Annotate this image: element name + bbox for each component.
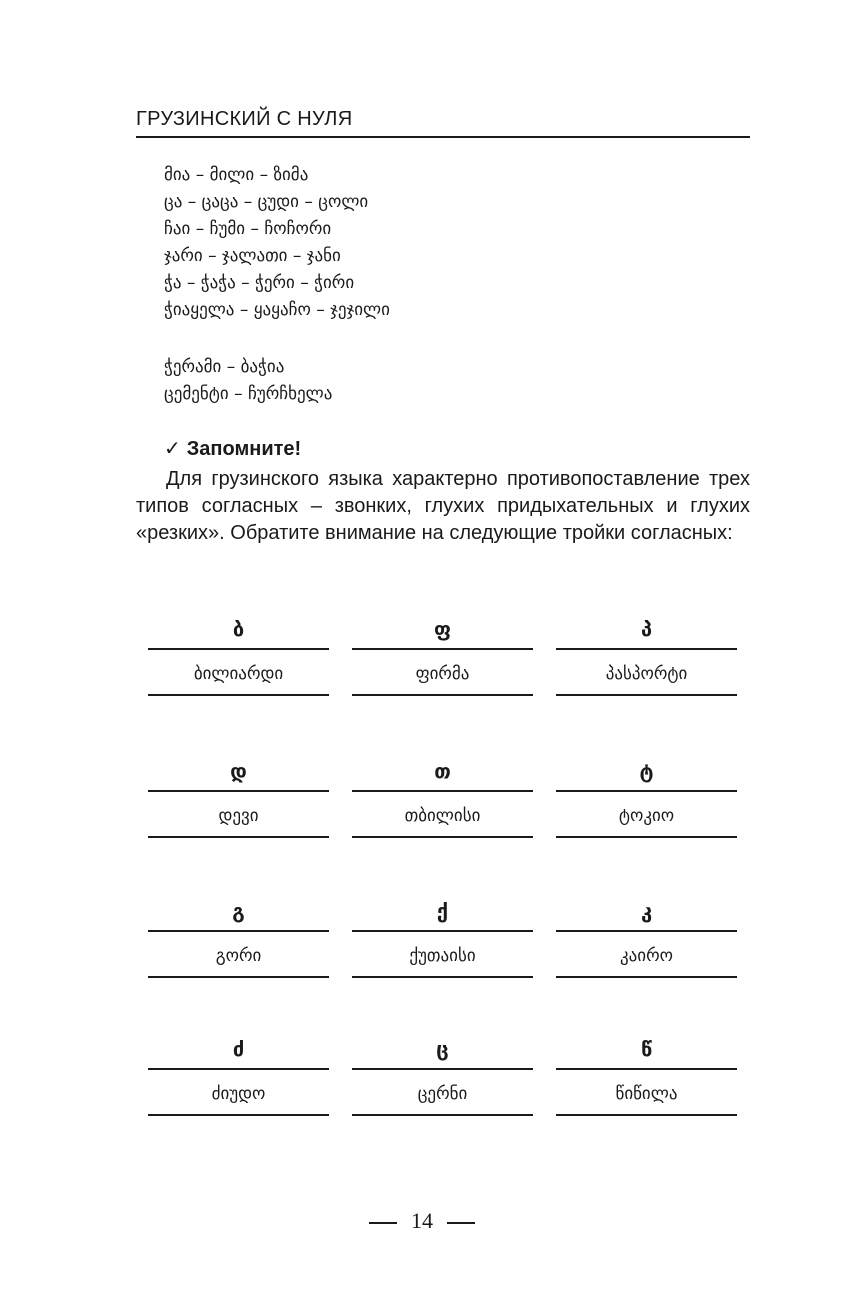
consonant-letter: წ <box>640 1037 653 1061</box>
example-word: ქუთაისი <box>409 946 476 966</box>
example-word: თბილისი <box>404 806 481 826</box>
triad-cell <box>148 1030 329 1120</box>
checkmark-icon: ✓ <box>164 436 181 460</box>
word-list-line: ჯარი – ჯალათი – ჯანი <box>164 246 341 266</box>
divider <box>352 930 533 932</box>
example-word: ძიუდო <box>211 1084 266 1104</box>
triad-cell <box>556 610 737 700</box>
running-header <box>136 106 750 138</box>
triad-row-dentals <box>148 752 738 862</box>
consonant-letter: პ <box>640 617 653 641</box>
example-word: ტოკიო <box>618 806 675 826</box>
divider <box>148 1068 329 1070</box>
explanation-paragraph: Для грузинского языка характерно противопоставление трех типов согласных – звонких, глухих придыхательных и глухих «резких». Обратите внимание на следующие тройки согласных: <box>136 468 750 544</box>
example-word: ბილიარდი <box>193 664 284 684</box>
triad-cell <box>148 892 329 982</box>
divider <box>148 648 329 650</box>
divider <box>352 836 533 838</box>
triad-cell <box>148 610 329 700</box>
consonant-letter: კ <box>640 899 653 923</box>
triad-cell <box>556 752 737 842</box>
triad-cell <box>352 1030 533 1120</box>
divider <box>148 1114 329 1116</box>
example-word: გორი <box>215 946 262 966</box>
consonant-letter: ფ <box>433 617 452 641</box>
consonant-letter: ც <box>436 1037 449 1061</box>
example-word: ფირმა <box>415 664 470 684</box>
divider <box>556 1114 737 1116</box>
consonant-letter: ქ <box>436 899 449 923</box>
triad-row-labials <box>148 610 738 720</box>
remember-heading <box>164 436 301 461</box>
divider <box>352 1068 533 1070</box>
divider <box>556 836 737 838</box>
example-word: დევი <box>218 806 259 826</box>
example-word: პასპორტი <box>605 664 688 684</box>
triad-row-velars <box>148 892 738 1002</box>
word-list-secondary <box>164 354 332 408</box>
divider <box>148 790 329 792</box>
page-dash-left <box>369 1222 397 1224</box>
triad-cell <box>556 1030 737 1120</box>
consonant-letter: ტ <box>639 759 654 783</box>
page-dash-right <box>447 1222 475 1224</box>
word-list-line: ცემენტი – ჩურჩხელა <box>164 384 333 404</box>
consonant-letter: გ <box>232 899 245 923</box>
triad-cell <box>352 752 533 842</box>
word-list-line: ჭა – ჭაჭა – ჭერი – ჭირი <box>164 273 355 293</box>
divider <box>352 976 533 978</box>
triad-cell <box>148 752 329 842</box>
divider <box>556 648 737 650</box>
word-list-line: ცა – ცაცა – ცუდი – ცოლი <box>164 192 369 212</box>
divider <box>556 694 737 696</box>
divider <box>148 694 329 696</box>
word-list-line: ჭიაყელა – ყაყაჩო – ჯეჯილი <box>164 300 390 320</box>
divider <box>352 790 533 792</box>
word-list-line: მია – მილი – ზიმა <box>164 165 309 185</box>
divider <box>352 648 533 650</box>
consonant-letter: დ <box>230 759 247 783</box>
triad-cell <box>352 892 533 982</box>
divider <box>556 930 737 932</box>
consonant-letter: ძ <box>232 1037 245 1061</box>
divider <box>556 1068 737 1070</box>
example-word: წიწილა <box>615 1084 678 1104</box>
divider <box>148 836 329 838</box>
remember-label: Запомните! <box>186 438 302 460</box>
divider <box>148 930 329 932</box>
book-title: ГРУЗИНСКИЙ С НУЛЯ <box>136 108 353 130</box>
consonant-letter: თ <box>434 759 451 783</box>
divider <box>148 976 329 978</box>
example-word: კაირო <box>619 946 673 966</box>
word-list-primary <box>164 162 390 324</box>
triad-cell <box>352 610 533 700</box>
page-number-value: 14 <box>411 1208 433 1233</box>
triad-cell <box>556 892 737 982</box>
word-list-line: ჭერამი – ბაჭია <box>164 357 285 377</box>
consonant-letter: ბ <box>232 617 245 641</box>
triad-row-affricates <box>148 1030 738 1140</box>
example-word: ცერნი <box>417 1084 468 1104</box>
divider <box>352 1114 533 1116</box>
word-list-line: ჩაი – ჩუმი – ჩოჩორი <box>164 219 332 239</box>
divider <box>556 976 737 978</box>
page-number <box>0 1208 844 1234</box>
divider <box>556 790 737 792</box>
divider <box>352 694 533 696</box>
